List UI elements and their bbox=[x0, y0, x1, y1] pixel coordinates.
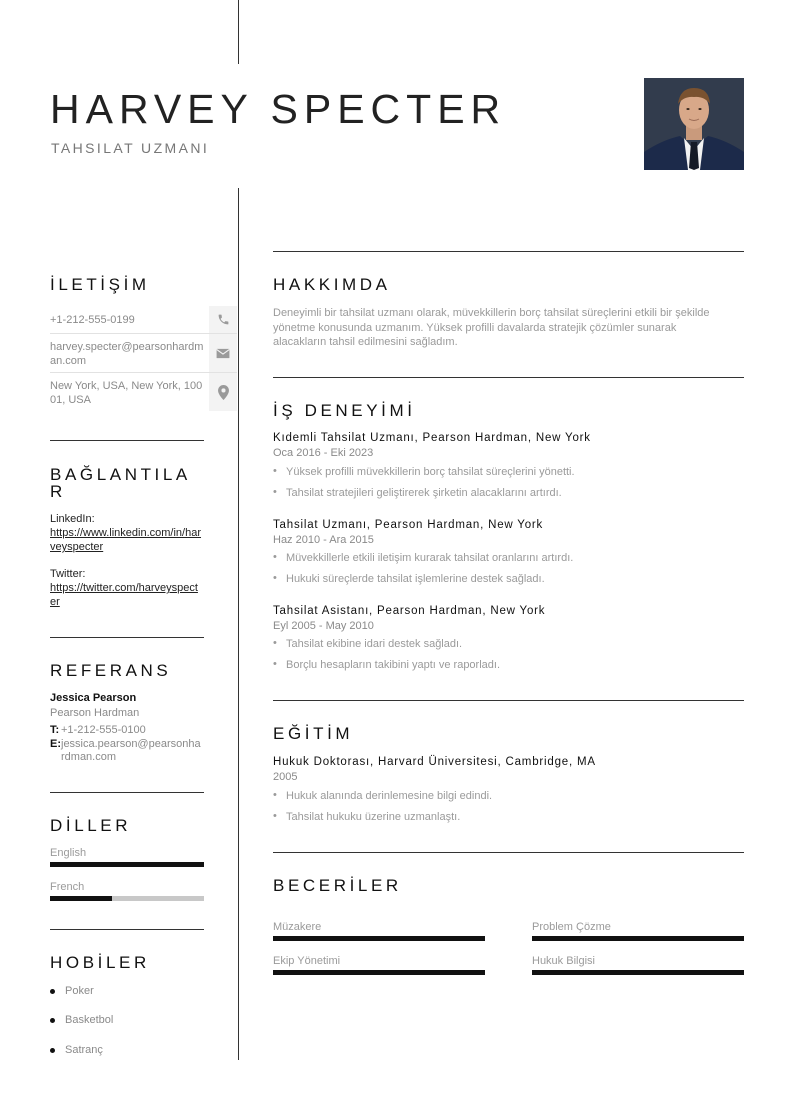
education-heading: EĞİTİM bbox=[273, 724, 354, 743]
divider bbox=[273, 377, 744, 378]
twitter-label: Twitter: bbox=[50, 568, 86, 580]
links-heading: BAĞLANTILA bbox=[50, 465, 191, 484]
about-heading: HAKKIMDA bbox=[273, 275, 391, 294]
bullet-dot-icon bbox=[50, 989, 55, 994]
about-text: Deneyimli bir tahsilat uzmanı olarak, müvekkillerin borç tahsilat süreçlerini etkili bir şekilde yönetme konusunda uzmanım. Yüksek profilli davalarda stratejik çözümler sunarak alacakların tahsil edilmesini sağladım. bbox=[273, 307, 710, 348]
job-title: Kıdemli Tahsilat Uzmanı, Pearson Hardman, New York bbox=[273, 432, 591, 444]
phone-icon bbox=[209, 306, 237, 333]
top-divider-line bbox=[238, 0, 239, 64]
reference-phone-line bbox=[50, 724, 204, 737]
envelope-icon bbox=[209, 334, 237, 372]
divider bbox=[50, 637, 204, 638]
links-heading-cont: R bbox=[50, 482, 66, 501]
profile-photo bbox=[644, 78, 744, 170]
reference-phone[interactable]: +1-212-555-0100 bbox=[61, 724, 146, 736]
reference-email[interactable]: jessica.pearson@pearsonhardman.com bbox=[61, 738, 201, 763]
twitter-link[interactable]: https://twitter.com/harveyspecter bbox=[50, 582, 198, 608]
language-level-bar bbox=[50, 862, 204, 867]
contact-phone-row bbox=[50, 306, 237, 334]
job-title: Tahsilat Uzmanı, Pearson Hardman, New York bbox=[273, 519, 544, 531]
reference-phone-label: T: bbox=[50, 724, 60, 736]
skill-name: Hukuk Bilgisi bbox=[532, 955, 595, 967]
candidate-job-title: TAHSILAT UZMANI bbox=[51, 140, 210, 156]
skill-name: Müzakere bbox=[273, 921, 322, 933]
job-title: Tahsilat Asistanı, Pearson Hardman, New York bbox=[273, 605, 546, 617]
language-name: English bbox=[50, 847, 87, 859]
reference-email-label: E: bbox=[50, 738, 61, 750]
contact-phone[interactable]: +1-212-555-0199 bbox=[50, 314, 135, 326]
language-level-fill bbox=[50, 896, 112, 901]
skill-level-bar bbox=[532, 936, 744, 941]
languages-heading: DİLLER bbox=[50, 816, 132, 835]
job-dates: Oca 2016 - Eki 2023 bbox=[273, 447, 374, 459]
language-level-fill bbox=[50, 862, 204, 867]
column-divider-line bbox=[238, 188, 239, 1060]
reference-email-line bbox=[50, 738, 204, 763]
skill-level-bar bbox=[532, 970, 744, 975]
language-level-bar bbox=[50, 896, 204, 901]
experience-heading: İŞ DENEYİMİ bbox=[273, 401, 416, 420]
hobbies-heading: HOBİLER bbox=[50, 953, 150, 972]
job-dates: Haz 2010 - Ara 2015 bbox=[273, 534, 374, 546]
reference-heading: REFERANS bbox=[50, 661, 172, 680]
skills-heading: BECERİLER bbox=[273, 876, 402, 895]
contact-email[interactable]: harvey.specter@pearsonhardman.com bbox=[50, 341, 204, 367]
candidate-name: HARVEY SPECTER bbox=[50, 86, 507, 132]
skill-name: Ekip Yönetimi bbox=[273, 955, 341, 967]
divider bbox=[273, 251, 744, 252]
contact-address-row bbox=[50, 373, 237, 411]
divider bbox=[50, 792, 204, 793]
divider bbox=[50, 929, 204, 930]
job-dates: Eyl 2005 - May 2010 bbox=[273, 620, 374, 632]
divider bbox=[273, 852, 744, 853]
skill-level-bar bbox=[273, 936, 485, 941]
skill-name: Problem Çözme bbox=[532, 921, 611, 933]
education-year: 2005 bbox=[273, 771, 298, 783]
reference-name: Jessica Pearson bbox=[50, 692, 137, 704]
hobby-label: Basketbol bbox=[65, 1014, 114, 1026]
linkedin-link[interactable]: https://www.linkedin.com/in/harveyspecter bbox=[50, 527, 202, 553]
language-name: French bbox=[50, 881, 85, 893]
divider bbox=[50, 440, 204, 441]
hobby-label: Poker bbox=[65, 985, 94, 997]
contact-address: New York, USA, New York, 10001, USA bbox=[50, 380, 203, 406]
linkedin-label: LinkedIn: bbox=[50, 513, 95, 525]
contact-heading: İLETİŞİM bbox=[50, 275, 150, 294]
hobby-label: Satranç bbox=[65, 1044, 103, 1056]
bullet-dot-icon bbox=[50, 1048, 55, 1053]
reference-company: Pearson Hardman bbox=[50, 707, 140, 719]
contact-email-row bbox=[50, 334, 237, 373]
skill-level-bar bbox=[273, 970, 485, 975]
divider bbox=[273, 700, 744, 701]
education-degree: Hukuk Doktorası, Harvard Üniversitesi, Cambridge, MA bbox=[273, 756, 596, 768]
location-pin-icon bbox=[209, 373, 237, 411]
bullet-dot-icon bbox=[50, 1018, 55, 1023]
